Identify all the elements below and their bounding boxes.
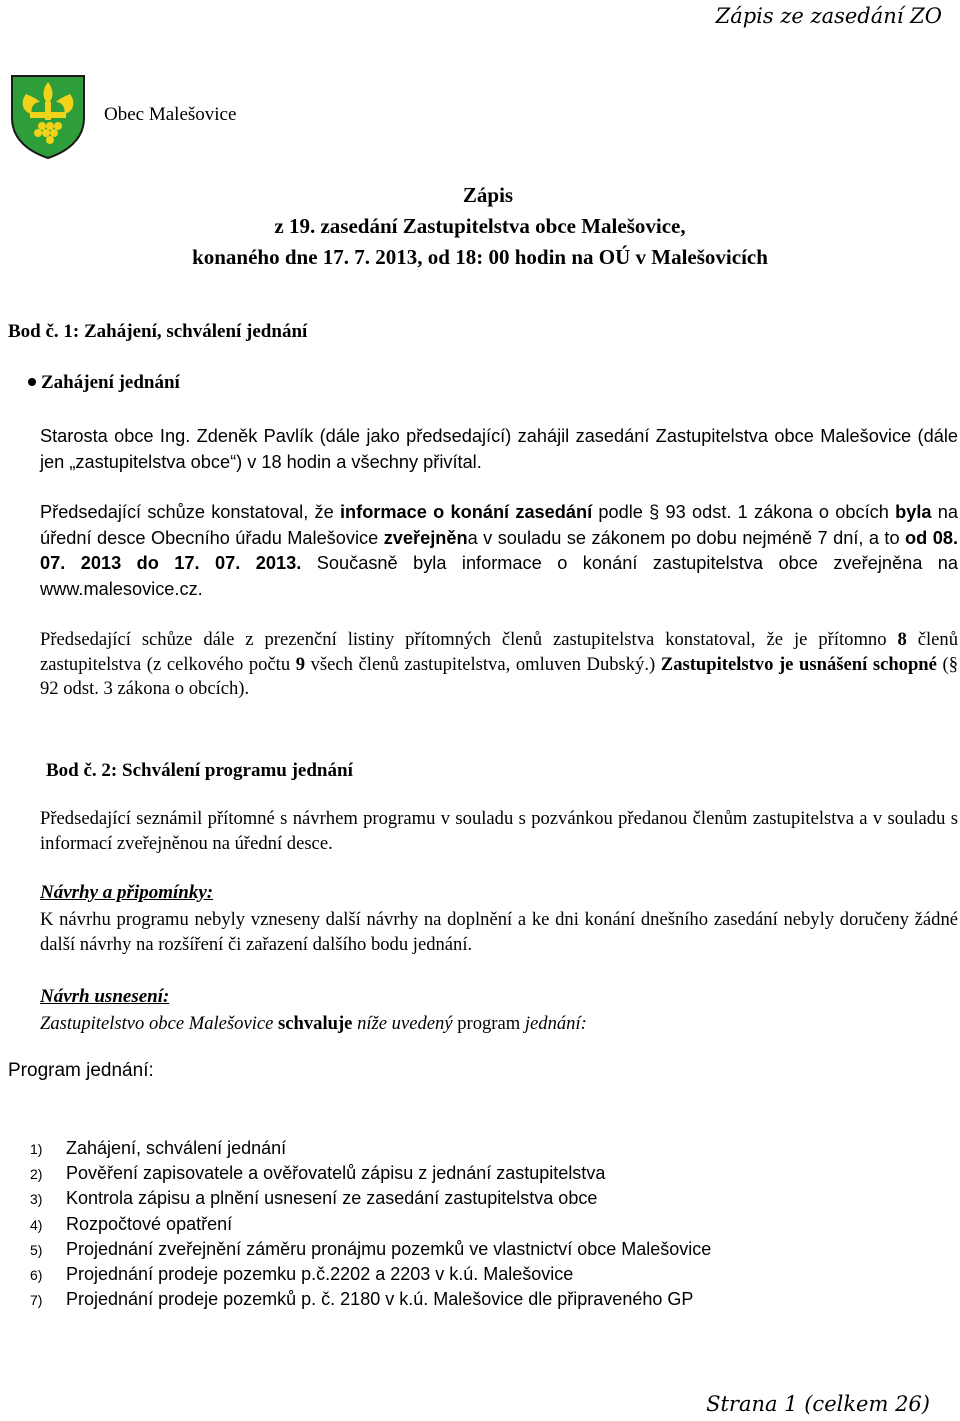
text-bold: 9 (295, 653, 306, 675)
list-item-text: Projednání prodeje pozemku p.č.2202 a 2203 v k.ú. Malešovice (66, 1263, 574, 1284)
list-item-text: Zahájení, schválení jednání (66, 1138, 287, 1158)
organization-name: Obec Malešovice (104, 104, 237, 125)
municipal-coat-of-arms (8, 72, 88, 160)
list-item-number: 7) (30, 1292, 43, 1309)
text-bold: 8 (897, 629, 907, 650)
page-footer: Strana 1 (celkem 26) (706, 1392, 930, 1416)
list-item-number: 1) (30, 1141, 43, 1157)
paragraph-meeting-notice (40, 500, 958, 602)
list-item-number: 5) (30, 1241, 43, 1258)
text: program (452, 1013, 521, 1034)
title-line-2: z 19. zasedání Zastupitelstva obce Malešovice, (274, 214, 686, 238)
text: Současně byla informace o konání zastupitelstva obce zveřejněna na www.malesovice.cz. (40, 553, 958, 599)
document-title (0, 180, 960, 273)
paragraph-opening: Starosta obce Ing. Zdeněk Pavlík (dále jako předsedající) zahájil zasedání Zastupitelstva obce Malešovice (dále jen „zastupitelstva obce“) v 18 hodin a všechny přivítal. (40, 426, 958, 472)
text: na úřední desce Obecního úřadu Malešovice (40, 502, 958, 548)
list-item-number: 2) (30, 1166, 43, 1183)
bullet-text: Zahájení jednání (41, 372, 180, 393)
text-bold: byla (895, 502, 932, 522)
section-1-heading: Bod č. 1: Zahájení, schválení jednání (8, 321, 308, 342)
text: všech členů zastupitelstva, omluven Dubský.) (305, 653, 661, 675)
text-italic: jednání: (520, 1013, 587, 1034)
list-item-number: 3) (30, 1191, 43, 1208)
text: a v souladu se zákonem po dobu nejméně 7 dní, a to (467, 527, 906, 548)
title-line-1: Zápis (462, 183, 514, 207)
list-item (30, 1136, 711, 1161)
text-bold: zveřejněn (383, 527, 468, 548)
resolution-text (40, 1012, 958, 1037)
text-bold: od 08. 07. 2013 do 17. 07. 2013. (40, 527, 958, 573)
paragraph-comments: K návrhu programu nebyly vzneseny další návrhy na doplnění a ke dni konání dnešního zasedání nebyly doručeny žádné další návrhy na rozšíření či zařazení dalšího bodu jednání. (40, 909, 958, 955)
list-item (30, 1186, 711, 1211)
coat-of-arms-icon (8, 72, 88, 160)
comments-heading: Návrhy a připomínky: (40, 882, 214, 903)
bullet-item (28, 372, 180, 394)
section-2-heading: Bod č. 2: Schválení programu jednání (46, 760, 353, 781)
list-item-text: Rozpočtové opatření (66, 1213, 233, 1234)
text: členů zastupitelstva (z celkového počtu (40, 629, 958, 675)
text: podle § 93 odst. 1 zákona o obcích (592, 502, 896, 522)
resolution-heading: Návrh usnesení: (40, 986, 170, 1007)
text-bold: schvaluje (278, 1013, 353, 1034)
paragraph-program-intro: Předsedající seznámil přítomné s návrhem programu v souladu s pozvánkou předanou členům zastupitelstva a v souladu s informací zveřejněnou na úřední desce. (40, 808, 958, 854)
list-item (30, 1287, 711, 1312)
paragraph-quorum (40, 628, 958, 702)
list-item (30, 1262, 711, 1287)
bullet-icon (28, 378, 36, 386)
list-item (30, 1161, 711, 1186)
list-item-text: Projednání prodeje pozemků p. č. 2180 v k.ú. Malešovice dle připraveného GP (66, 1289, 694, 1310)
text-italic: níže uvedený (352, 1013, 453, 1034)
list-item (30, 1212, 711, 1237)
list-item-number: 4) (30, 1216, 43, 1233)
list-item-text: Pověření zapisovatele a ověřovatelů zápisu z jednání zastupitelstva (66, 1163, 606, 1184)
text: (§ 92 odst. 3 zákona o obcích). (40, 653, 958, 700)
list-item (30, 1237, 711, 1262)
program-label: Program jednání: (8, 1060, 154, 1081)
text-bold: Zastupitelstvo je usnášení schopné (660, 653, 937, 675)
text: Předsedající schůze konstatoval, že (40, 502, 340, 522)
list-item-text: Kontrola zápisu a plnění usnesení ze zasedání zastupitelstva obce (66, 1188, 598, 1209)
running-header: Zápis ze zasedání ZO (715, 4, 942, 28)
list-item-number: 6) (30, 1266, 43, 1283)
text-bold: informace o konání zasedání (339, 502, 593, 522)
list-item-text: Projednání zveřejnění záměru pronájmu pozemků ve vlastnictví obce Malešovice (66, 1238, 712, 1259)
program-list (30, 1136, 711, 1312)
text-italic: Zastupitelstvo obce Malešovice (40, 1013, 279, 1034)
title-line-3: konaného dne 17. 7. 2013, od 18: 00 hodin na OÚ v Malešovicích (192, 245, 768, 269)
text: Předsedající schůze dále z prezenční listiny přítomných členů zastupitelstva konstatoval, že je přítomno (40, 629, 898, 650)
